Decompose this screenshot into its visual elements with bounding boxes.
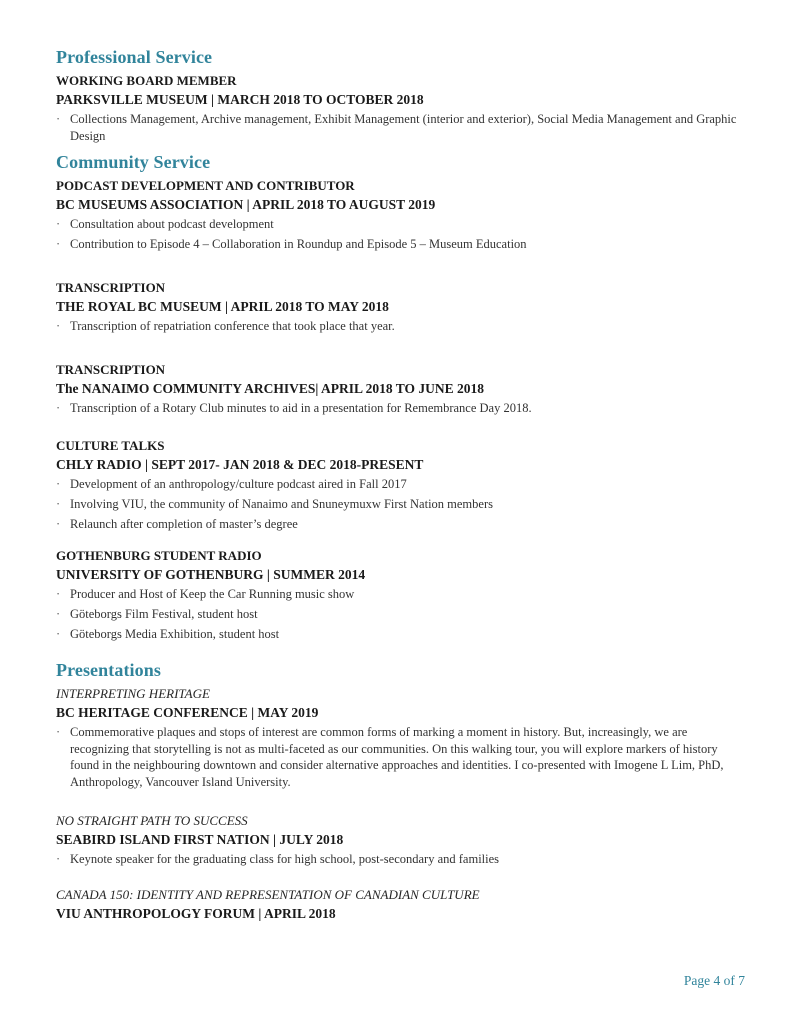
bullet-icon: · [56,725,61,739]
entry-title: TRANSCRIPTION [56,280,166,295]
bullet-item [56,400,746,417]
entry [56,437,746,533]
entry [56,547,746,643]
resume-page [56,46,746,937]
entry [56,812,746,868]
section-title: Presentations [56,660,161,680]
bullet-icon: · [56,217,61,231]
bullet-icon: · [56,627,61,641]
bullet-icon: · [56,477,61,491]
bullet-text: Development of an anthropology/culture podcast aired in Fall 2017 [70,477,407,491]
bullet-item [56,606,746,623]
section-title: Community Service [56,152,211,172]
bullet-item [56,476,746,493]
bullet-item [56,586,746,603]
entry-subtitle: THE ROYAL BC MUSEUM | APRIL 2018 TO MAY 2018 [56,299,389,314]
entry [56,886,746,923]
bullet-text: Göteborgs Media Exhibition, student host [70,627,280,641]
entry-subtitle: BC HERITAGE CONFERENCE | MAY 2019 [56,705,319,720]
section-community-service [56,151,746,643]
entry-title: TRANSCRIPTION [56,362,166,377]
bullet-item [56,724,746,790]
entry-title: CULTURE TALKS [56,438,165,453]
bullet-text: Commemorative plaques and stops of interest are common forms of marking a moment in history. But, increasingly, we are recognizing that storytelling is not as multi-faceted as our communities. On this walking tour, you will explore markers of history found in the neighbouring downtown and consider alternative approaches and identities. I co-presented with Imogene L Lim, PhD, Anthropology, Vancouver Island University. [70,725,724,789]
bullet-item [56,318,746,335]
bullet-text: Contribution to Episode 4 – Collaboration in Roundup and Episode 5 – Museum Education [70,237,527,251]
entry-subtitle: CHLY RADIO | SEPT 2017- JAN 2018 & DEC 2018-PRESENT [56,457,424,472]
bullet-text: Collections Management, Archive management, Exhibit Management (interior and exterior), Social Media Management and Graphic Design [70,112,737,143]
bullet-text: Göteborgs Film Festival, student host [70,607,258,621]
bullet-text: Transcription of repatriation conference that took place that year. [70,319,395,333]
bullet-text: Transcription of a Rotary Club minutes to aid in a presentation for Remembrance Day 2018. [70,401,532,415]
section-professional-service [56,46,746,145]
entry-title: CANADA 150: IDENTITY AND REPRESENTATION OF CANADIAN CULTURE [56,887,480,902]
entry [56,685,746,790]
bullet-icon: · [56,517,61,531]
entry-title: NO STRAIGHT PATH TO SUCCESS [56,813,248,828]
entry [56,279,746,335]
page-number: Page 4 of 7 [683,973,745,988]
bullet-item [56,516,746,533]
entry [56,361,746,417]
entry-title: WORKING BOARD MEMBER [56,73,237,88]
entry-subtitle: BC MUSEUMS ASSOCIATION | APRIL 2018 TO AUGUST 2019 [56,197,436,212]
entry-title: INTERPRETING HERITAGE [56,686,210,701]
bullet-item [56,236,746,253]
bullet-icon: · [56,852,61,866]
bullet-item [56,216,746,233]
entry-subtitle: The NANAIMO COMMUNITY ARCHIVES| APRIL 2018 TO JUNE 2018 [56,381,485,396]
bullet-item [56,626,746,643]
entry-subtitle: PARKSVILLE MUSEUM | MARCH 2018 TO OCTOBER 2018 [56,92,424,107]
entry [56,177,746,253]
bullet-icon: · [56,587,61,601]
bullet-icon: · [56,607,61,621]
entry-title: GOTHENBURG STUDENT RADIO [56,548,262,563]
bullet-icon: · [56,237,61,251]
section-presentations [56,659,746,923]
bullet-text: Relaunch after completion of master’s degree [70,517,298,531]
bullet-icon: · [56,319,61,333]
entry-subtitle: VIU ANTHROPOLOGY FORUM | APRIL 2018 [56,906,336,921]
bullet-text: Producer and Host of Keep the Car Running music show [70,587,355,601]
bullet-item [56,496,746,513]
entry [56,72,746,145]
bullet-text: Consultation about podcast development [70,217,274,231]
entry-subtitle: SEABIRD ISLAND FIRST NATION | JULY 2018 [56,832,344,847]
bullet-text: Involving VIU, the community of Nanaimo and Snuneymuxw First Nation members [70,497,493,511]
bullet-text: Keynote speaker for the graduating class for high school, post-secondary and families [70,852,500,866]
bullet-item [56,111,746,145]
section-title: Professional Service [56,47,213,67]
entry-title: PODCAST DEVELOPMENT AND CONTRIBUTOR [56,178,355,193]
bullet-icon: · [56,401,61,415]
bullet-item [56,851,746,868]
bullet-icon: · [56,112,61,126]
bullet-icon: · [56,497,61,511]
entry-subtitle: UNIVERSITY OF GOTHENBURG | SUMMER 2014 [56,567,366,582]
